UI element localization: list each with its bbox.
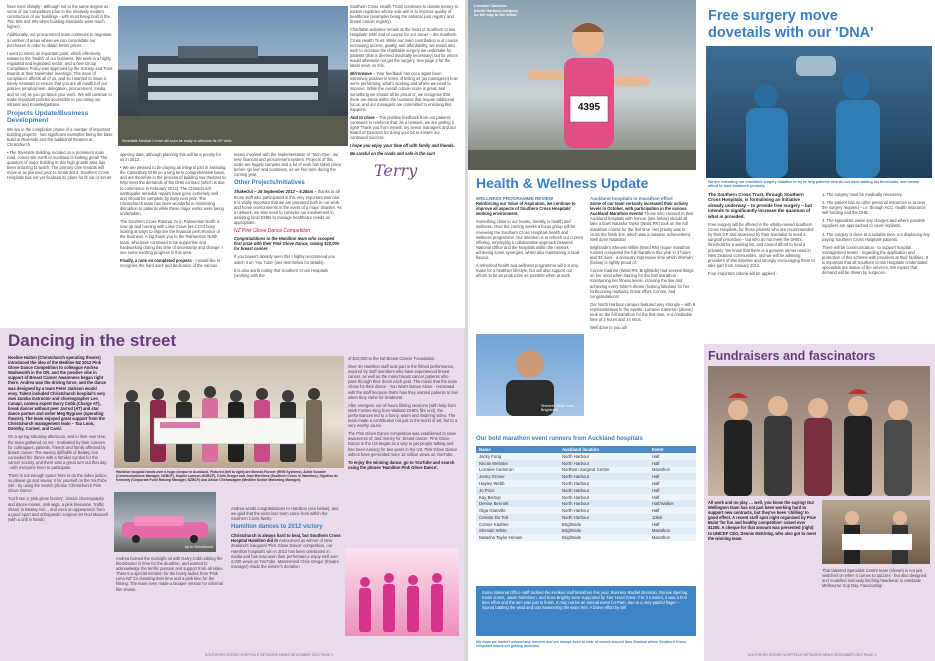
marathon-heading: Auckland hospitals in marathon effort	[590, 196, 673, 201]
photo-caption: Silverdale Medical Centre will soon be ready to welcome its GP clinic.	[122, 139, 233, 144]
team-illustration	[708, 366, 930, 496]
table-cell: Sherwin White	[476, 528, 559, 535]
sherwin-caption: Sherwin White from Brightside.	[541, 403, 575, 413]
table-cell: North Harbour	[559, 460, 649, 467]
table-cell: Kay Bishop	[476, 494, 559, 501]
kerikeri-box	[476, 586, 696, 636]
table-cell: Marathon	[649, 534, 696, 541]
paragraph	[234, 189, 342, 225]
page-footer: SOUTHERN CROSS HOSPITALS NETWORK NEWS DECEMBER 2012 PAGE 3	[748, 653, 877, 657]
paragraph: of $10,000 to the NZ Breast Cancer Foundation.	[348, 356, 436, 361]
table-cell: Lorraine Cameron	[476, 467, 559, 474]
paragraph: A refreshed health and wellness programme will not only make for a healthier lifestyle, but will also support our efforts to be as productive as possible when at work.	[476, 263, 579, 279]
table-row	[476, 521, 696, 528]
paragraph: Our North Harbour campus featured very strongly – with 8 representatives in the events. Lorraine Cameron (above) took on the full marathon for the first time, in a creditable time of 4 hours and 34 mins.	[590, 301, 696, 323]
runners-table-wrap	[476, 446, 696, 541]
table-cell: North Harbour	[559, 507, 649, 514]
paragraph: All work and no play … well, you know the saying! Our Wellington team has not just been working hard to support new contracts, but they've been 'chilling' to good effect. A recent staff spot night organised by Prue Bulat 'for fun and healthy competition' raised over $1300. A cheque for that amount was presented (right) to UNICEF CEO, Dennis McKinlay, who also got to meet the winning team.	[708, 500, 816, 541]
table-cell: Half	[649, 480, 696, 487]
group-photo-caption: Hamilton hospital hands over a huge cheque in Auckland. Pictured (left to right) are Brenda Forster (REM Systems), Adele Souster (Communications Manager, NZBCF), Sophie Lawson (NZBCF), Chris Gregor and Jean Merrilees (Southern Cross in Hamilton), Sigrdiso de Kennedy (Corporate Fund Raising Manager, NZBCF) and Alison Chelvasagam (Medline Senior Marketing Manager).	[116, 470, 338, 483]
paragraph: There will be communication - to support hospital management teams - regarding the application and promotion of this scheme with providers at their facilities. It is important that all Southern Cross Hospitals credentialed specialists are aware of the services. We expect that demand will be driven by surgeons.	[822, 244, 929, 276]
table-cell: Half	[649, 453, 696, 460]
caption-role: (North Harbour campus)	[474, 8, 518, 13]
table-cell: Natasha Taylor-Hirown	[476, 534, 559, 541]
paragraph	[120, 258, 226, 268]
column-2	[120, 152, 226, 326]
paragraph: There is not enough space here to do the video justice, so please go and savour it for yourself on the YouTube site - by using the search phrase 'Christchurch Pink Glove Dance'.	[8, 473, 108, 494]
table-cell: Half	[649, 494, 696, 501]
paragraph	[350, 115, 458, 140]
paragraph: have risen sharply - although not to the same degree as some of our competitors (due to the relatively modern construction of our buildings - with most being built in the 70s, 80s and 90s when building standards were much higher).	[7, 4, 110, 30]
criteria-item: 4. The surgery is done at a suitable time, not displacing any paying Southern Cross Hospitals patients.	[822, 231, 930, 242]
table-cell: Half	[649, 521, 696, 528]
paragraph: Be careful on the roads and safe in the sun!	[350, 151, 436, 157]
bold-lead: ShakeOut – 26 September 2012 – 9.26am	[234, 189, 314, 195]
limo-caption: Up to Christchurch	[184, 545, 213, 550]
fundraisers-column-2	[822, 568, 930, 648]
paragraph: That talented Specialist Centre team (shown) is not just switched on when it comes to quizzes - but also designed and modelled seriously fetching headwear to celebrate Melbourne Cup Day. Fascinating!	[822, 568, 927, 589]
paragraph: Free surgery will be offered in the wholly-owned Southern Cross Hospitals, for those patients who are recommended by their GP and assessed by their specialist to need a surgical procedure - but who do not meet the DHB's threshold for a waiting list, and cannot afford to fund it privately. We know that there is a genuine unmet need in New Zealand communities, and we will be advising providers of this initiative and strongly encouraging them to take part from January 2013.	[708, 222, 815, 268]
section-heading: Projects Update/Business Development	[7, 109, 89, 125]
surgery-title	[708, 8, 930, 42]
bold-lead: And to close	[350, 114, 375, 120]
paragraph: Over 30 Hamilton staff took part in the filmed performance, inspired by staff members who have experienced breast cancer, as well as the many breast cancer patients who pass through their doors each year. The music that the team chose for their dance - You Won't Dance Alone - resonated with the staff because that's how they wanted patients to feel when they came for treatment.	[348, 364, 458, 400]
right-page	[468, 0, 935, 661]
signature: Terry	[374, 160, 418, 180]
bold-lead: Mirrorwave	[350, 71, 372, 77]
table-cell: Half	[649, 473, 696, 480]
table-cell: North Harbour	[559, 500, 649, 507]
paragraph: The Southern Cross Rotorua JV in Palmerston North is now up and running with Lima Grove (as CCO) busy looking at ways to improve the financial performance of the business. A big thank you to the Palmerston North team, who have continued to be supportive and hardworking during this time of uncertainty and change. I see some exciting progress in this area.	[120, 219, 223, 255]
table-cell: North Harbour	[559, 480, 649, 487]
paragraph: Connie Kadrine (Ward RN, Brightside) had several things on her mind when training for the half marathon - maintaining her fitness levels, crossing the line and achieving every bride's dream (looking fabulous for her forthcoming nuptials). Great effort, Connie, and congratulations!	[590, 268, 694, 299]
paragraph: Well done to you all!	[590, 325, 627, 331]
table-cell: Brightside	[559, 534, 649, 541]
paragraph: We are in the completion phase of a number of important building projects - two significant examples being the base build at Riverside and the additional theatres at Christchurch.	[7, 126, 113, 147]
table-row	[476, 534, 696, 541]
table-header: Event	[649, 446, 696, 453]
paragraph: To enjoy the winning dance, go to YouTube and search using the phrase 'Hamilton Pink Glove Dance'.	[348, 459, 455, 470]
text: Those who crossed to their Auckland hospitals with honour (see below) should all take a bow! Natasha Taylor (Ward RN) took on the full marathon course for the first time. Her priority was to cross the finish line, which was a massive achievement. Well done Natasha!	[590, 211, 694, 242]
cheque-group-photo	[114, 356, 344, 468]
caption-name: Lorraine Cameron	[474, 4, 507, 8]
surgery-photo-caption: We are extending our charitable surgery initiative to try to help patients who do not meet waiting list thresholds, and cannot afford to fund treatment privately.	[708, 180, 920, 189]
table-row	[476, 473, 696, 480]
paragraph: Four important criteria will be applied -	[708, 270, 778, 276]
dancing-title: Dancing in the street	[8, 331, 177, 350]
dance-team-photo	[345, 548, 459, 636]
table-row	[476, 507, 696, 514]
text: Announced as winner of New Zealand's inaugural 'Pink Glove Dance' competition, our Hamilton hospital's win in 2012 has been celebrated in media and has now seen their performance enjoy well over 2,000 views on YouTube. Mastermind Chris Gregor (theatre manager) made the winner's donation	[231, 538, 339, 569]
table-cell: Connie Kadrine	[476, 521, 559, 528]
table-cell: Northern Surgical Centre	[559, 467, 649, 474]
surgery-title-line-1: Free surgery move	[708, 8, 838, 24]
surgery-photo	[706, 46, 932, 178]
paragraph: Southern Cross Health Trust) continues to donate money to patient registries whose sole aim is to improve quality of healthcare (examples being the national joint registry and breast cancer registry).	[350, 4, 458, 25]
quiz-team-photo	[708, 366, 930, 496]
table-header: Name	[476, 446, 559, 453]
dancing-column-4	[348, 356, 458, 546]
pink-limo-photo	[114, 492, 216, 552]
paragraph: teams involved with the implementation of 'Tech-One', our new financial and procurement system. Projects of this scale are hugely complex and a lot of work has taken place before 'go live' and continues, as we fine tune during the coming year.	[234, 152, 342, 178]
table-cell: Half/Walker	[649, 500, 696, 507]
table-cell: Half	[649, 487, 696, 494]
criteria-item: 1. The surgery must be medically necessary.	[822, 192, 903, 197]
surgery-title-line-2: dovetails with our 'DNA'	[708, 25, 874, 41]
paragraph: The Southern Cross Trust, through Southern Cross Hospitals, is formalising an initiative already underway – to provide free surgery – but intends to significantly increase the quantum of what is provided.	[708, 192, 813, 219]
table-row	[476, 460, 696, 467]
paragraph: Something close to our hearts, literally, is health and wellness. Over the coming weeks a focus group will be reviewing the Southern Cross Hospitals health and wellness programme. Our intention is to refresh our current offering, employing a collaborative approach between National Office and the hospitals within the network - achieving some synergies, whilst also maintaining a local flavour.	[476, 219, 583, 261]
paragraph: After energetic out-of-hours filming sessions (with help from Mark Forster-King from Waikato DHB's film unit), the performances led to a funny, warm and inspiring video. The team made a contribution not just to the world of art, but to a very worthy cause.	[348, 402, 458, 429]
runner-caption	[474, 4, 564, 18]
table-cell: Celeste Du Toit	[476, 514, 559, 521]
paragraph: • We are pleased to be playing an integral part in assisting the Canterbury DHB on a long term comprehensive basis, and are therefore in the process of building two theatres to help meet the demands of the DHB contract (which is due to commence in February 2013). The Christchurch earthquake remedial repairs have gone extremely well and should be complete by early next year. The Christchurch team has been wonderful in minimising disruption to patients while these major works were being undertaken.	[120, 165, 226, 217]
table-cell: Jo Price	[476, 487, 559, 494]
section-heading: Other Projects/Initiatives	[234, 180, 305, 187]
cheque-illustration	[822, 500, 930, 564]
paragraph	[350, 71, 458, 112]
table-row	[476, 467, 696, 474]
runners-table-title: Our bold marathon event runners from Auckland hospitals	[476, 436, 643, 442]
caption-text: on her way to the finish.	[474, 13, 518, 18]
runner-illustration	[468, 0, 696, 170]
table-cell: North Harbour	[559, 487, 649, 494]
paragraph: It is also worth noting that Southern Cross Hospitals (working with the	[234, 267, 328, 278]
table-cell: North Harbour	[559, 494, 649, 501]
paragraph	[590, 201, 696, 242]
column-4	[350, 4, 458, 326]
table-cell: Jonny Grover	[476, 473, 559, 480]
table-row	[476, 480, 696, 487]
text: – The positive feedback from our patients continues to reinforce that, as a network, we are getting it right! Thank you from myself, my senior managers and our Board of Directors for doing your bit to ensure our continued success.	[350, 114, 456, 141]
paragraph: The Pink Glove Dance competition was established to raise awareness of, and money for, breast cancer. Pink Glove Dance in the US began as a way to get people talking and has been running for two years in the US. Pink Glove Dance videos have generated more 13 million views on YouTube.	[348, 431, 458, 457]
table-cell: 10km	[649, 514, 696, 521]
paragraph: Congratulations to the Hamilton team who scooped first prize with their Pink Glove Dance, raising $10,000 for breast cancer.	[234, 236, 340, 252]
text: - I would like to recognise the hard work and dedication of the various	[120, 257, 221, 268]
table-cell: Half	[649, 460, 696, 467]
paragraph: Andrea burned the midnight oil with Garry Cobb editing the blockbuster in time for the deadline, and wanted to acknowledge the terrific passion and support from all sides. There's a special mention for the lovely ladies from 'Pink Limo NZ' for donating their time and a pink limo for the filming. The team even made a blooper version for informal film shows.	[116, 556, 224, 592]
table-cell: Brightside	[559, 528, 649, 535]
paragraph: Charitable activities remain at the heart of Southern Cross Hospitals' DNA and of course for our owner – the Southern Cross Health Trust. While our main contribution is of course increasing access, quality, and affordability, we would also wish to increase the charitable surgery we undertake for patients (that is deemed medically necessary) but for whom would otherwise not get the surgery. See page 3 for the latest news on this.	[350, 27, 458, 69]
paragraph: I want to stress an important point, which effectively relates to the 'health' of our business. We work in a highly regulated and legislated sector, and a new Group Compliance Policy was approved by the Society and Trust Boards at their November meetings. The issue of compliance affects all of us, and so I wanted to issue a timely reminder to ensure that you are all mindful of our policies (employment, delegation, procurement, media, and so on) as you go about your work. We will continue to make important policies accessible to you using our intranet and KnowledgeBase.	[7, 50, 113, 107]
surgery-column-1	[708, 192, 816, 340]
fundraisers-title: Fundraisers and fascinators	[708, 349, 876, 363]
limo-illustration	[114, 492, 216, 552]
wellness-heading: WELLNESS PROGRAMME REVIEW	[476, 196, 554, 201]
bold-lead: Christchurch is always hard to beat, but Southern Cross Hospital Hamilton did it!	[231, 533, 341, 544]
paragraph: Brightside's Sherwin White (Ward RN) (super marathon runner) completed the full marathon this year in 3 hours and 33 mins - a seriously impressive time which Sherwin (below) is rightly proud of.	[590, 244, 693, 266]
runners-table	[476, 446, 696, 541]
paragraph: Additionally, our procurement team continues to negotiate a number of areas where we can consolidate our purchases in order to obtain better prices.	[7, 32, 112, 48]
dancing-column-2b	[116, 556, 226, 651]
sherwin-photo	[476, 334, 584, 416]
table-cell: North Harbour	[559, 514, 649, 521]
table-row	[476, 494, 696, 501]
dancers-illustration	[345, 548, 459, 636]
surgeons-illustration	[706, 46, 932, 178]
marathon-column	[590, 196, 696, 418]
paragraph: • The Riverside building, located on a prominent main road, corner site north of Auckland is looking great! The quantum of major building in this high growth area has been amazing to watch. The primary care tenants will move in as planned prior to Xmas 2012. Southern Cross Hospitals has not yet finalised its plans for fit out or set an	[7, 149, 112, 181]
table-row	[476, 453, 696, 460]
dancing-column-1	[8, 355, 108, 650]
cheque-photo	[822, 500, 930, 564]
table-cell: Marathon	[649, 528, 696, 535]
runner-photo	[468, 0, 696, 170]
paragraph: If you haven't already seen this I highly recommend you watch it on 'You Tube' (see item below for details).	[234, 254, 335, 265]
bib-number: 4395	[577, 102, 601, 113]
table-cell: Olga Glanville	[476, 507, 559, 514]
paragraph: I hope you enjoy your time off with family and friends.	[350, 143, 455, 149]
table-row	[476, 487, 696, 494]
table-row	[476, 500, 696, 507]
table-cell: Jacky Fong	[476, 453, 559, 460]
intro-paragraph: Noeline Hulton (Christchurch operating theatre) introduced the idea of the Medline NZ 2012 Pink Glove Dance Competition to colleague Andrea Wadsworth in the OR, and the positive vibe in support of Breast Cancer Awareness began right there. Andrea was the driving force, and the dance was designed by a team Peter Jackson would envy. Talent included Christchurch hospital's very own Zumba instructor and choreographer Leo Canapi, camera expert Garry Cobb (Charge AT), break dancer without peer Jarrod (AT) and star dance partner and writer Meg Bygrave (operating theatre). The team enjoyed great support from the Christchurch management team – Tau Loon, Dorothy, Carmel, and Carol.	[8, 355, 107, 432]
table-cell: Half	[649, 507, 696, 514]
table-cell: Marathon	[649, 467, 696, 474]
paragraph: On a spring Saturday afternoon, and in their own time, the team gathered on set - motivated by their concern for colleagues, patients, friends and family affected by breast cancer. The waving daffodils of Bealey Ave conceded the dance with a familiar symbol for the cancer society, and there was a great turn out that day - with everyone keen to participate.	[8, 434, 107, 470]
left-page	[0, 0, 465, 661]
section-heading: NZ Pink Glove Dance Competition	[234, 228, 311, 235]
paragraph: opening date, although planning this will be a priority for us in 2013.	[120, 152, 222, 163]
table-cell: North Harbour	[559, 473, 649, 480]
paragraph: Andrea sends congratulations to Hamilton (see below), and we glad that the victorious team came from within the Southern Cross family.	[231, 506, 339, 522]
surgery-column-2	[822, 192, 930, 340]
footer-note: We hope we haven't missed any runners and are always keen to hear of events around New Zealand where Southern Cross Hospitals teams are getting involved.	[476, 640, 687, 649]
table-cell: North Harbour	[559, 453, 649, 460]
table-cell: Nicola Webster	[476, 460, 559, 467]
table-cell: Denise Bennett	[476, 500, 559, 507]
health-title: Health & Wellness Update	[476, 175, 649, 191]
dancing-column-3	[231, 506, 341, 651]
bold-lead: Finally, a note on completed projects	[120, 257, 192, 263]
text: – Your feedback has once again been extremely positive in terms of telling us (as managers!) how we're performing, what's working and where we need to improve. While the overall culture score is great, and something we should all be proud of, we recognise that there are areas within the business that require additional focus, and our managers are committed to ensuring this happens.	[350, 71, 458, 112]
criteria-item: 3. The specialists waive any charges and where possible suppliers are approached to cover implants.	[822, 218, 926, 229]
medical-centre-photo	[118, 6, 348, 146]
table-header: Auckland location	[559, 446, 649, 453]
column-1	[7, 4, 113, 326]
table-row	[476, 514, 696, 521]
fundraisers-column-1	[708, 500, 816, 648]
text: – thanks to all those staff who participated in this very important exercise. It is vitally important that we are prepared both in our work and home environments in the event of a major disaster. As a network, we also need to consider our involvement in assisting local DHBs to manage healthcare needs as appropriate.	[234, 189, 342, 226]
people-illustration	[114, 356, 344, 468]
building-illustration	[118, 6, 348, 146]
table-row	[476, 528, 696, 535]
table-cell: Brightside	[559, 521, 649, 528]
column-3	[234, 152, 342, 326]
kerikeri-text: Some National Office staff tackled the Kerikeri Half Marathon this year. Runners Rachel Brennan, Ronnie Bjerring, Kevin Jones, Jason Nicholson, and Kora Brightly were supported by 'Her Hood Crew'. For 3 runners, it was a first time effort and the aim was just to finish. It may not be an annual event for Pam, due to a very painful finger – injured battling the wind and rain hammering the team tent. A brave effort by all!	[482, 590, 689, 611]
paragraph: You'll see a 'pink glove factory', classic choreography and dance moves, pink wigs, a pink limousine, 'traffic chaos' in Bealey Ave... and even an appearance from a good sport and orthopaedic surgeon Mr Rod Maxwell (with a drill in hand!).	[8, 496, 108, 522]
paragraph: Reinforcing our Value of Aspiration, we continue to improve all aspects of Southern Cross Hospitals' working environment.	[476, 201, 576, 217]
table-cell: Hayley Webb	[476, 480, 559, 487]
criteria-item: 2. The patient has no other personal resources to access the surgery required – i.e. through ACC, health insurance, self-funding and the DHB.	[822, 200, 927, 216]
hamilton-heading: Hamilton dances to 2012 victory	[231, 524, 323, 531]
bold-lead: Some of our team certainly increased their activity levels in October, with participation in the various Auckland Marathon events!	[590, 201, 689, 217]
paragraph	[231, 533, 341, 569]
page-footer: SOUTHERN CROSS HOSPITALS NETWORK NEWS DECEMBER 2012 PAGE 2	[205, 653, 334, 657]
